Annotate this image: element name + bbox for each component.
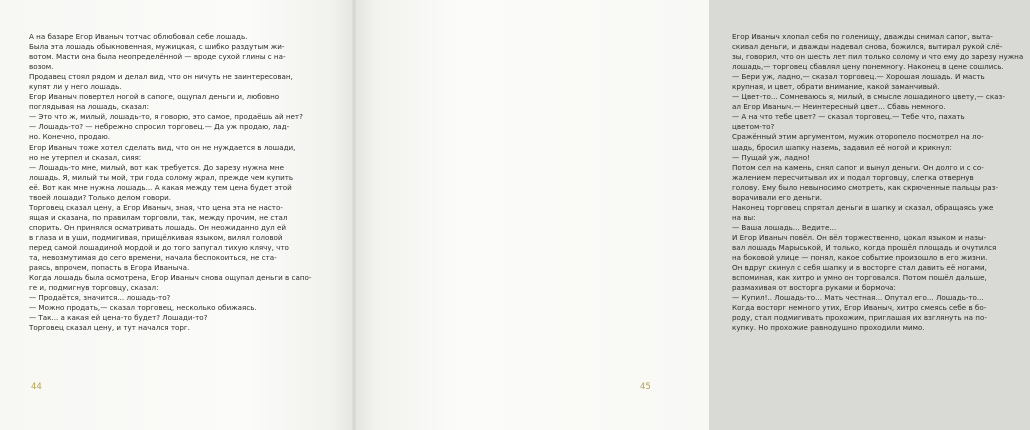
right-page-text-line: И Егор Иваныч повёл. Он вёл торжественно, цокал языком и назы- bbox=[732, 232, 987, 242]
left-page-text bbox=[29, 32, 337, 333]
right-page-text-line: ал Егор Иваныч.— Неинтересный цвет... Сбавь немного. bbox=[732, 102, 946, 112]
right-page bbox=[354, 0, 1024, 430]
right-page-text-line: Егор Иваныч хлопал себя по голенищу, дважды снимал сапог, выта- bbox=[732, 32, 993, 41]
left-page-text-line: Егор Иваныч повертел ногой в сапоге, ощупал деньги и, любовно bbox=[29, 92, 280, 102]
left-page-text-line: А на базаре Егор Иваныч тотчас облюбовал себе лошадь. bbox=[29, 32, 248, 41]
left-page-text-line: твоей лошади? Только делом говори. bbox=[29, 192, 172, 202]
right-page-text-line: — Пущай уж, ладно! bbox=[732, 152, 810, 162]
left-page-text-line: раясь, впрочем, попасть в Егора Иваныча. bbox=[29, 263, 190, 273]
right-page-text-line: скивал деньги, и дважды надевал снова, божился, вытирал рукой слё- bbox=[732, 42, 1003, 52]
right-page-text-line: Наконец торговец спрятал деньги в шапку и сказал, обращаясь уже bbox=[732, 202, 994, 212]
left-page-text-line: вотом. Масти она была неопределённой — вроде сухой глины с на- bbox=[29, 52, 286, 62]
right-page-text-line: Он вдруг скинул с себя шапку и в восторге стал давить её ногами, bbox=[732, 263, 987, 273]
right-page-text-line: — Бери уж, ладно,— сказал торговец.— Хорошая лошадь. И масть bbox=[732, 72, 985, 82]
left-page-text-line: — Продаётся, значится... лошадь-то? bbox=[29, 293, 171, 303]
right-page-text-line: зы, говорил, что он шесть лет пил только солому и что ему до зарезу нужна bbox=[732, 52, 1024, 62]
book-gutter bbox=[352, 0, 356, 430]
left-page-text-line: но не утерпел и сказал, сияя: bbox=[29, 152, 142, 162]
right-page-text-line: лошадь,— торговец сбавлял цену понемногу. Наконец в цене сошлись. bbox=[732, 62, 1004, 72]
right-page-text bbox=[732, 32, 1030, 333]
left-page-text-line: перед самой лошадиной мордой и до того запугал тихую клячу, что bbox=[29, 242, 289, 252]
left-page-text-line: возом. bbox=[29, 62, 54, 72]
right-page-text-line: Когда восторг немного утих, Егор Иваныч, хитро смеясь себе в бо- bbox=[732, 303, 987, 313]
right-page-text-line: жалением пересчитывал их и подал торговцу, слегка отвернув bbox=[732, 172, 974, 182]
left-page-text-line: — Лошадь-то? — небрежно спросил торговец.— Да уж продаю, лад- bbox=[29, 122, 290, 132]
right-page-text-line: Потом сел на камень, снял сапог и вынул деньги. Он долго и с со- bbox=[732, 162, 984, 172]
right-page-text-line: вспоминая, как хитро и умно он торговался. Потом пошёл дальше, bbox=[732, 273, 987, 283]
left-page-text-line: — Это что ж, милый, лошадь-то, я говорю, это самое, продаёшь ай нет? bbox=[29, 112, 303, 122]
left-page-text-line: ящая и сказана, по правилам торговли, так, между прочим, не стал bbox=[29, 212, 288, 222]
left-page-text-line: её. Вот как мне нужна лошадь... А какая между тем цена будет этой bbox=[29, 182, 292, 192]
right-page-text-line: — Цвет-то... Сомневаюсь я, милый, в смысле лошадиного цвету,— сказ- bbox=[732, 92, 1005, 102]
left-page-text-line: — Можно продать,— сказал торговец, несколько обижаясь. bbox=[29, 303, 257, 313]
left-page-text-line: — Так... а какая ей цена-то будет? Лошади-то? bbox=[29, 313, 208, 323]
right-page-text-line: крупная, и цвет, обрати внимание, какой заманчивый. bbox=[732, 82, 940, 92]
left-page-text-line: — Лошадь-то мне, милый, вот как требуется. До зарезу нужна мне bbox=[29, 162, 284, 172]
page-number-right: 45 bbox=[640, 382, 651, 392]
left-page-text-line: та, невозмутимая до сего времени, начала беспокоиться, не ста- bbox=[29, 253, 277, 263]
right-page-text-line: ворачивали его деньги. bbox=[732, 192, 823, 202]
left-page-text-line: спорить. Он принялся осматривать лошадь. Он неожиданно дул ей bbox=[29, 222, 286, 232]
left-page-text-line: но. Конечно, продаю. bbox=[29, 132, 111, 142]
right-page-text-line: на вы: bbox=[732, 212, 756, 222]
left-page-text-line: купят ли у него лошадь. bbox=[29, 82, 122, 92]
right-page-text-line: вал лошадь Марыськой, И только, когда прошёл площадь и очутился bbox=[732, 242, 997, 252]
left-page-text-line: Торговец сказал цену, и тут начался торг. bbox=[29, 323, 190, 333]
right-page-text-line: — Ваша лошадь... Ведите... bbox=[732, 222, 837, 232]
right-page-text-line: на боковой улице — понял, какое событие произошло в его жизни. bbox=[732, 253, 988, 263]
left-page-text-line: Была эта лошадь обыкновенная, мужицкая, с шибко раздутым жи- bbox=[29, 42, 285, 52]
right-page-text-line: — А на что тебе цвет? — сказал торговец.— Тебе что, пахать bbox=[732, 112, 965, 122]
right-page-text-line: роду, стал подмигивать прохожим, приглашая их взглянуть на по- bbox=[732, 313, 987, 323]
left-page-text-line: Егор Иваныч тоже хотел сделать вид, что он не нуждается в лошади, bbox=[29, 142, 296, 152]
right-page-text-line: цветом-то? bbox=[732, 122, 775, 132]
left-page-text-line: поглядывая на лошадь, сказал: bbox=[29, 102, 149, 112]
right-page-text-line: — Купил!.. Лошадь-то... Мать честная... Опутал его... Лошадь-то... bbox=[732, 293, 984, 303]
right-page-text-line: шадь, бросил шапку наземь, задавил её ногой и крикнул: bbox=[732, 142, 952, 152]
left-page-text-line: Когда лошадь была осмотрена, Егор Иваныч снова ощупал деньги в сапо- bbox=[29, 273, 312, 283]
page-number-left: 44 bbox=[31, 382, 42, 392]
right-page-text-line: купку. Но прохожие равнодушно проходили мимо. bbox=[732, 323, 925, 333]
right-page-text-line: голову. Ему было невыносимо смотреть, как скрюченные пальцы раз- bbox=[732, 182, 999, 192]
left-page bbox=[0, 0, 354, 430]
left-page-text-line: ге и, подмигнув торговцу, сказал: bbox=[29, 283, 159, 293]
right-page-text-line: Сражённый этим аргументом, мужик оторопело посмотрел на ло- bbox=[732, 132, 984, 142]
left-page-text-line: лошадь. Я, милый ты мой, три года солому жрал, прежде чем купить bbox=[29, 172, 294, 182]
left-page-text-line: Продавец стоял рядом и делал вид, что он ничуть не заинтересован, bbox=[29, 72, 293, 82]
right-page-text-line: размахивая от восторга руками и бормоча: bbox=[732, 283, 896, 293]
left-page-text-line: в глаза и в уши, подмигивая, прищёлкивая языком, вилял головой bbox=[29, 232, 283, 242]
left-page-text-line: Торговец сказал цену, а Егор Иваныч, зная, что цена эта не насто- bbox=[29, 202, 283, 212]
